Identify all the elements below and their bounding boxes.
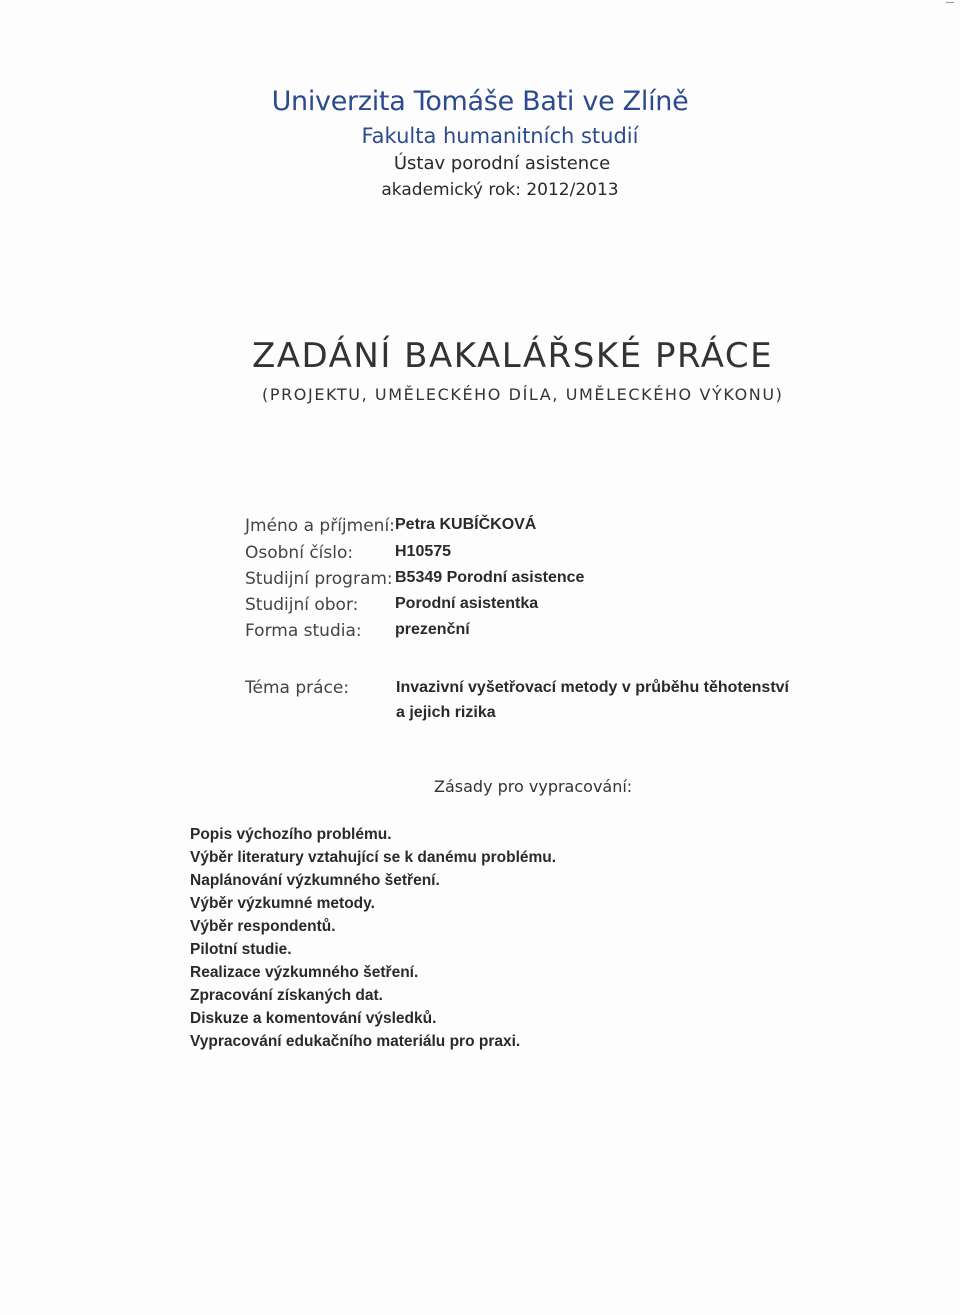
id-label: Osobní číslo:	[245, 543, 354, 563]
name-label: Jméno a příjmení:	[245, 516, 395, 536]
theme-line-1: Invazivní vyšetřovací metody v průběhu těhotenství	[396, 679, 789, 696]
form-label: Forma studia:	[245, 621, 362, 641]
id-value: H10575	[395, 543, 452, 560]
program-label: Studijní program:	[245, 569, 393, 589]
list-item: Výběr literatury vztahující se k danému problému.	[190, 849, 557, 866]
list-item: Výběr respondentů.	[190, 918, 336, 935]
field-label: Studijní obor:	[245, 595, 359, 615]
principles-heading: Zásady pro vypracování:	[434, 777, 633, 796]
document-subtitle: (PROJEKTU, UMĚLECKÉHO DÍLA, UMĚLECKÉHO VÝKONU)	[262, 385, 784, 404]
list-item: Realizace výzkumného šetření.	[190, 964, 419, 981]
name-value: Petra KUBÍČKOVÁ	[395, 516, 537, 533]
list-item: Diskuze a komentování výsledků.	[190, 1010, 437, 1027]
list-item: Pilotní studie.	[190, 941, 292, 958]
list-item: Popis výchozího problému.	[190, 826, 392, 843]
list-item: Zpracování získaných dat.	[190, 987, 383, 1004]
document-title: ZADÁNÍ BAKALÁŘSKÉ PRÁCE	[252, 336, 774, 376]
academic-year: akademický rok: 2012/2013	[381, 180, 619, 200]
university-name: Univerzita Tomáše Bati ve Zlíně	[271, 86, 689, 117]
program-value: B5349 Porodní asistence	[395, 569, 585, 586]
theme-label: Téma práce:	[245, 678, 350, 698]
list-item: Vypracování edukačního materiálu pro praxi.	[190, 1033, 521, 1050]
institute-name: Ústav porodní asistence	[393, 153, 611, 174]
principles-list	[190, 823, 556, 1053]
scan-mark	[946, 2, 954, 3]
list-item: Výběr výzkumné metody.	[190, 895, 375, 912]
faculty-name: Fakulta humanitních studií	[361, 124, 639, 148]
list-item: Naplánování výzkumného šetření.	[190, 872, 440, 889]
theme-line-2: a jejich rizika	[396, 704, 496, 721]
form-value: prezenční	[395, 621, 470, 638]
theme-value	[396, 675, 816, 725]
field-value: Porodní asistentka	[395, 595, 539, 612]
